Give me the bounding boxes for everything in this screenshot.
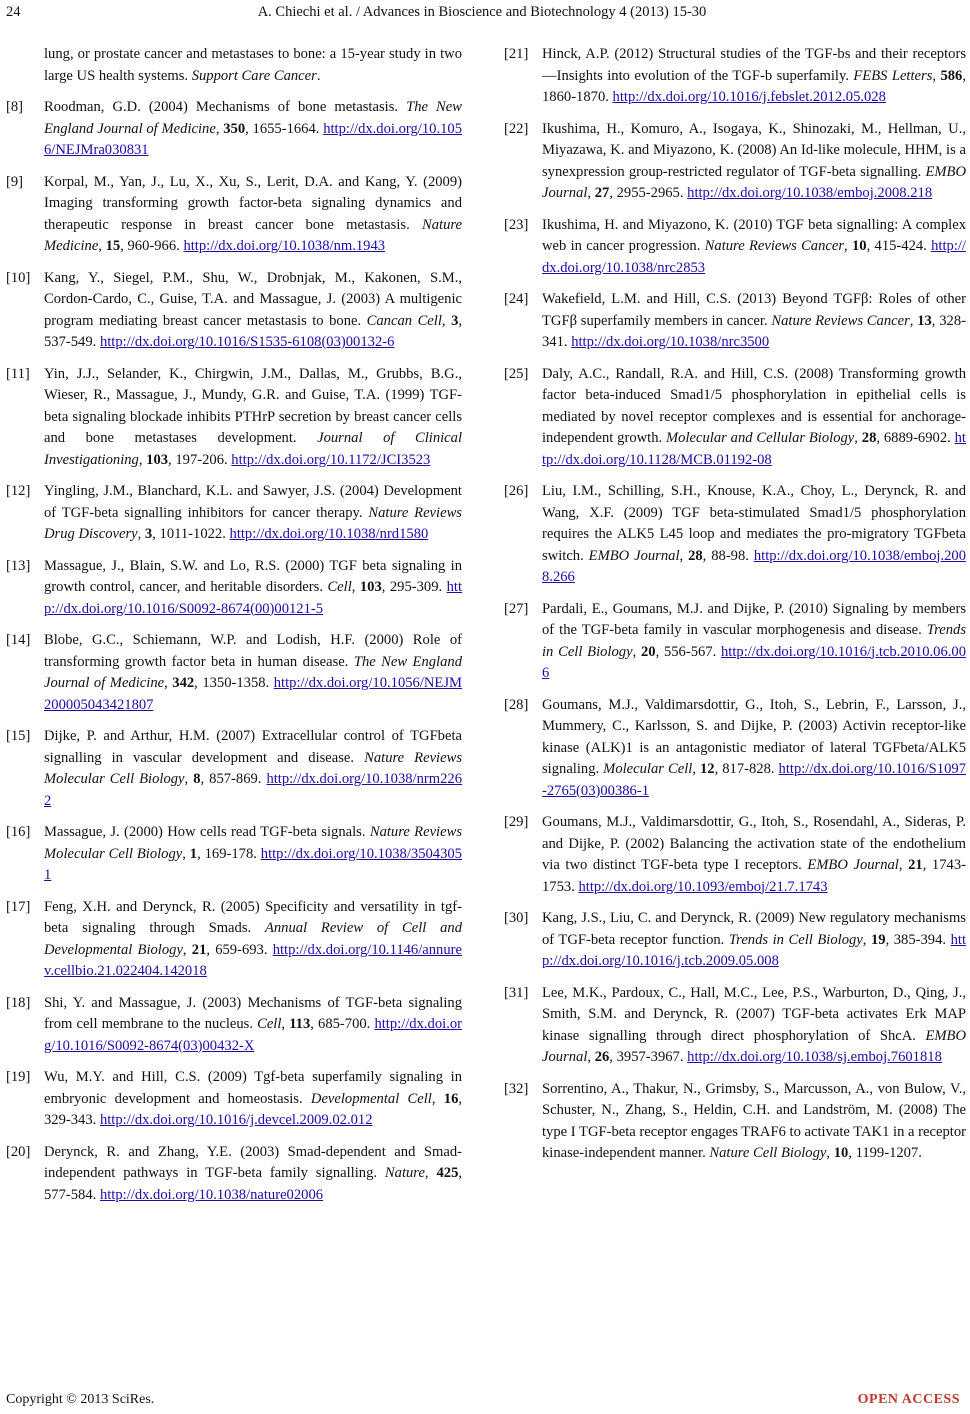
reference-number: [31] <box>504 984 529 1001</box>
reference-pages: , 1199-1207. <box>848 1145 922 1161</box>
reference-authors-title: Goumans, M.J., Valdimarsdottir, G., Itoh, S., Rosendahl, A., Sideras, P. and Dijke, P. (2002) Balancing the activation state of the endothelium via two distinct TGF-beta type I receptors. <box>542 814 966 873</box>
reference-separator: , <box>632 643 641 660</box>
doi-link[interactable]: http://dx.doi.org/10.1038/nrd1580 <box>229 526 429 542</box>
reference-item <box>504 908 966 973</box>
doi-link[interactable]: http://dx.doi.org/10.1016/j.febslet.2012.05.028 <box>612 89 886 105</box>
reference-text <box>542 599 966 685</box>
reference-journal: Developmental Cell <box>310 1090 432 1107</box>
reference-separator: , <box>98 238 106 254</box>
reference-volume: 27 <box>594 185 610 201</box>
reference-pages: , 960-966. <box>120 238 184 254</box>
reference-text <box>44 1142 462 1207</box>
reference-item <box>6 268 462 354</box>
left-column <box>6 44 462 1216</box>
reference-volume: 113 <box>289 1016 311 1032</box>
doi-link[interactable]: http://dx.doi.org/10.1016/S1097-2765(03)00386-1 <box>542 761 966 799</box>
reference-text <box>44 1067 462 1132</box>
reference-volume: 350 <box>223 120 246 137</box>
reference-number: [13] <box>6 557 31 574</box>
reference-authors-title: Hinck, A.P. (2012) Structural studies of the TGF-bs and their receptors—Insights into evolution of the TGF-b superfamily. <box>542 46 966 84</box>
reference-pages: , 169-178. <box>197 845 261 862</box>
reference-item <box>6 822 462 887</box>
reference-item <box>6 97 462 162</box>
reference-number: [16] <box>6 824 31 840</box>
reference-journal: Cancan Cell <box>366 312 442 329</box>
reference-pages: , 328-341. <box>542 312 966 350</box>
reference-separator: , <box>679 547 689 564</box>
reference-authors-title: Roodman, G.D. (2004) Mechanisms of bone metastasis. <box>44 99 407 115</box>
reference-journal: Journal of Clinical Investigationing <box>44 430 462 468</box>
reference-journal: Trends in Cell Biology <box>542 622 966 660</box>
reference-journal: EMBO Journal <box>542 1027 966 1065</box>
reference-volume: 26 <box>594 1049 610 1065</box>
reference-text <box>542 215 966 280</box>
reference-authors-title: Goumans, M.J., Valdimarsdottir, G., Itoh, S., Lebrin, F., Larsson, J., Mummery, C., Karlsson, S. and Dijke, P. (2003) Activin receptor-like kinase (ALK)1 is an antagonistic mediator of lateral TGFbeta/ALK5 signaling. <box>542 696 966 777</box>
reference-text <box>542 812 966 898</box>
reference-authors-title: Korpal, M., Yan, J., Lu, X., Xu, S., Lerit, D.A. and Kang, Y. (2009) Imaging transforming growth factor-beta signaling dynamics and therapeutic response in breast cancer bone metastasis. <box>44 173 462 233</box>
reference-item <box>6 1142 462 1207</box>
reference-item <box>504 44 966 109</box>
reference-separator: , <box>692 761 700 777</box>
reference-text <box>542 1079 966 1165</box>
reference-item <box>504 481 966 589</box>
reference-authors-title: Massague, J., Blain, S.W. and Lo, R.S. (2000) TGF beta signaling in growth control, cancer, and heritable disorders. <box>44 557 462 595</box>
reference-volume: 10 <box>852 238 867 254</box>
reference-text <box>44 481 462 546</box>
reference-authors-title: Lee, M.K., Pardoux, C., Hall, M.C., Lee, P.S., Warburton, D., Qing, J., Smith, S.M. and Derynck, R. (2007) TGF-beta activates Erk MAP kinase signalling through direct phosphorylation of ShcA. <box>542 984 966 1044</box>
doi-link[interactable]: http://dx.doi.org/10.1016/j.tcb.2009.05.008 <box>542 931 966 969</box>
reference-volume: 21 <box>191 941 207 958</box>
doi-link[interactable]: http://dx.doi.org/10.1038/nm.1943 <box>183 238 386 254</box>
doi-link[interactable]: http://dx.doi.org/10.1016/S1535-6108(03)00132-6 <box>99 334 395 350</box>
doi-link[interactable]: http://dx.doi.org/10.1172/JCI3523 <box>231 451 431 468</box>
reference-separator: , <box>854 430 862 446</box>
doi-link[interactable]: http://dx.doi.org/10.1128/MCB.01192-08 <box>542 430 966 468</box>
reference-text <box>44 172 462 258</box>
reference-volume: 15 <box>105 238 121 254</box>
page-number: 24 <box>6 4 21 20</box>
reference-item <box>504 695 966 803</box>
reference-authors-title: Yingling, J.M., Blanchard, K.L. and Sawyer, J.S. (2004) Development of TGF-beta signalling inhibitors for cancer therapy. <box>44 483 462 521</box>
reference-separator: , <box>441 312 452 329</box>
reference-pages: , 197-206. <box>168 451 232 468</box>
doi-link[interactable]: http://dx.doi.org/10.1056/NEJMra030831 <box>44 120 462 158</box>
reference-text <box>44 822 462 887</box>
reference-pages: , 415-424. <box>866 238 932 254</box>
doi-link[interactable]: http://dx.doi.org/10.1038/nrc3500 <box>571 334 770 350</box>
open-access-badge: OPEN ACCESS <box>857 1392 960 1407</box>
reference-number: [22] <box>504 120 529 137</box>
reference-pages: , 1860-1870. <box>542 67 966 105</box>
reference-number: [15] <box>6 728 31 744</box>
doi-link[interactable]: http://dx.doi.org/10.1038/nrm2262 <box>44 771 462 809</box>
reference-volume: 19 <box>870 931 886 948</box>
reference-item <box>6 172 462 258</box>
reference-journal: Nature Cell Biology <box>709 1145 827 1161</box>
reference-volume: 103 <box>359 579 382 595</box>
reference-pages: , 1350-1358. <box>194 675 274 691</box>
reference-journal: Cell <box>327 579 352 595</box>
reference-separator: , <box>184 771 194 787</box>
reference-journal: Nature Reviews Molecular Cell Biology <box>44 824 462 862</box>
reference-separator: , <box>182 845 190 862</box>
reference-item <box>504 1079 966 1165</box>
reference-volume: 3 <box>144 526 153 542</box>
reference-journal: Molecular and Cellular Biology <box>666 430 855 446</box>
doi-link[interactable]: http://dx.doi.org/10.1016/S0092-8674(00)00121-5 <box>44 579 463 617</box>
doi-link[interactable]: http://dx.doi.org/10.1016/j.tcb.2010.06.006 <box>542 643 966 681</box>
reference-authors-title: Kang, Y., Siegel, P.M., Shu, W., Drobnjak, M., Kakonen, S.M., Cordon-Cardo, C., Guise, T.A. and Massague, J. (2003) A multigenic program mediating breast cancer metastasis to bone. <box>44 269 462 329</box>
reference-text <box>44 726 462 812</box>
reference-text <box>542 908 966 973</box>
reference-volume: 425 <box>436 1165 459 1181</box>
reference-text <box>542 44 966 109</box>
reference-journal: Molecular Cell <box>603 761 693 777</box>
reference-authors-title: Yin, J.J., Selander, K., Chirgwin, J.M., Dallas, M., Grubbs, B.G., Wieser, R., Massague, J., Mundy, G.R. and Guise, T.A. (1999) TGF-beta signaling blockade inhibits PTHrP secretion by breast cancer cells and bone metastases development. <box>44 365 462 446</box>
reference-text <box>542 983 966 1069</box>
reference-item <box>6 1067 462 1132</box>
reference-volume: 10 <box>833 1145 849 1161</box>
reference-pages: , 2955-2965. <box>609 185 688 201</box>
reference-item <box>6 726 462 812</box>
reference-volume: 13 <box>917 312 932 329</box>
reference-continuation <box>6 44 462 87</box>
doi-link[interactable]: http://dx.doi.org/10.1038/sj.emboj.7601818 <box>687 1049 942 1065</box>
reference-item <box>6 481 462 546</box>
reference-item <box>504 215 966 280</box>
reference-pages: , 295-309. <box>381 579 447 595</box>
reference-number: [32] <box>504 1080 529 1097</box>
reference-journal: EMBO Journal <box>588 547 680 564</box>
reference-authors-title: Blobe, G.C., Schiemann, W.P. and Lodish, H.F. (2000) Role of transforming growth factor beta in human disease. <box>44 632 462 670</box>
continuation-text: lung, or prostate cancer and metastases to bone: a 15-year study in two large US health systems. <box>44 46 462 84</box>
reference-item <box>504 289 966 354</box>
reference-journal: Nature Reviews Cancer <box>771 312 910 329</box>
reference-number: [8] <box>6 99 24 115</box>
reference-authors-title: Daly, A.C., Randall, R.A. and Hill, C.S. (2008) Transforming growth factor beta-induced Smad1/5 phosphorylation in epithelial cells is mediated by novel receptor complexes and is essential for anchorage-independent growth. <box>542 365 966 446</box>
reference-pages: , 3957-3967. <box>609 1049 688 1065</box>
reference-journal: Nature Medicine <box>44 216 462 254</box>
reference-volume: 103 <box>146 451 169 468</box>
reference-volume: 3 <box>451 312 459 329</box>
reference-number: [10] <box>6 269 31 286</box>
reference-journal: Annual Review of Cell and Developmental Biology <box>44 920 462 958</box>
reference-journal: The New England Journal of Medicine <box>44 99 462 137</box>
reference-volume: 28 <box>861 430 877 446</box>
reference-number: [11] <box>6 365 30 382</box>
page-header <box>6 4 958 26</box>
reference-number: [28] <box>504 696 529 713</box>
reference-separator: , <box>424 1165 437 1181</box>
reference-separator: , <box>431 1090 444 1107</box>
reference-pages: , 1011-1022. <box>152 526 230 542</box>
reference-authors-title: Wakefield, L.M. and Hill, C.S. (2013) Beyond TGFβ: Roles of other TGFβ superfamily members in cancer. <box>542 291 966 329</box>
doi-link[interactable]: http://dx.doi.org/10.1146/annurev.cellbio.21.022404.142018 <box>44 941 462 979</box>
reference-authors-title: Ikushima, H. and Miyazono, K. (2010) TGF beta signalling: A complex web in cancer progression. <box>542 216 966 254</box>
reference-pages: , 1743-1753. <box>542 857 966 895</box>
reference-text <box>44 97 462 162</box>
reference-number: [19] <box>6 1069 31 1085</box>
reference-text <box>44 556 462 621</box>
reference-item <box>6 993 462 1058</box>
reference-authors-title: Derynck, R. and Zhang, Y.E. (2003) Smad-dependent and Smad-independent pathways in TGF-beta family signalling. <box>44 1143 462 1181</box>
reference-authors-title: Sorrentino, A., Thakur, N., Grimsby, S., Marcusson, A., von Bulow, V., Schuster, N., Zhang, S., Heldin, C.H. and Landström, M. (2008) The type I TGF-beta receptor engages TRAF6 to activate TAK1 in a receptor kinase-independent manner. <box>542 1080 966 1161</box>
reference-number: [18] <box>6 994 31 1011</box>
reference-separator: , <box>909 312 918 329</box>
reference-item <box>6 897 462 983</box>
doi-link[interactable]: http://dx.doi.org/10.1016/S0092-8674(03)00432-X <box>44 1016 462 1054</box>
reference-text <box>542 289 966 354</box>
reference-list-left <box>6 97 462 1206</box>
reference-separator: , <box>898 857 909 873</box>
doi-link[interactable]: http://dx.doi.org/10.1056/NEJM200005043421807 <box>44 675 462 713</box>
reference-volume: 586 <box>940 67 963 84</box>
reference-pages: , 329-343. <box>44 1090 463 1128</box>
reference-pages: , 556-567. <box>655 643 721 660</box>
page-footer <box>6 1392 960 1414</box>
reference-pages: , 659-693. <box>206 941 273 958</box>
reference-journal: Nature Reviews Molecular Cell Biology <box>44 749 462 787</box>
doi-link[interactable]: http://dx.doi.org/10.1038/nrc2853 <box>542 238 966 276</box>
reference-volume: 21 <box>908 857 923 873</box>
reference-number: [24] <box>504 291 529 307</box>
doi-link[interactable]: http://dx.doi.org/10.1038/nature02006 <box>99 1186 324 1203</box>
reference-authors-title: Liu, I.M., Schilling, S.H., Knouse, K.A., Choy, L., Derynck, R. and Wang, X.F. (2009) TGF beta-stimulated Smad1/5 phosphorylation requires the ALK5 L45 loop and mediates the pro-migratory TGFbeta switch. <box>542 483 966 564</box>
reference-authors-title: Shi, Y. and Massague, J. (2003) Mechanisms of TGF-beta signaling from cell membrane to the nucleus. <box>44 994 462 1032</box>
reference-number: [20] <box>6 1143 31 1160</box>
reference-pages: , 385-394. <box>885 931 951 948</box>
reference-authors-title: Dijke, P. and Arthur, H.M. (2007) Extracellular control of TGFbeta signalling in vascular development and disease. <box>44 728 462 766</box>
reference-authors-title: Massague, J. (2000) How cells read TGF-beta signals. <box>44 824 370 840</box>
reference-text <box>44 364 462 472</box>
reference-authors-title: Kang, J.S., Liu, C. and Derynck, R. (2009) New regulatory mechanisms of TGF-beta receptor function. <box>542 910 966 948</box>
reference-separator: , <box>215 120 224 137</box>
reference-number: [21] <box>504 46 529 62</box>
reference-separator: , <box>826 1145 834 1161</box>
reference-separator: , <box>587 1049 595 1065</box>
reference-authors-title: Wu, M.Y. and Hill, C.S. (2009) Tgf-beta superfamily signaling in embryonic development and homeostasis. <box>44 1069 462 1107</box>
reference-number: [29] <box>504 814 529 830</box>
reference-volume: 342 <box>172 675 195 691</box>
reference-text <box>542 364 966 472</box>
reference-pages: , 537-549. <box>44 312 463 350</box>
reference-separator: , <box>138 451 147 468</box>
reference-number: [9] <box>6 173 24 190</box>
reference-journal: Trends in Cell Biology <box>728 931 863 948</box>
reference-pages: , 1655-1664. <box>245 120 324 137</box>
running-title: A. Chiechi et al. / Advances in Bioscience and Biotechnology 4 (2013) 15-30 <box>257 4 707 20</box>
reference-separator: , <box>137 526 145 542</box>
reference-volume: 12 <box>699 761 715 777</box>
reference-separator: , <box>932 67 941 84</box>
reference-separator: , <box>164 675 173 691</box>
reference-item <box>504 812 966 898</box>
reference-number: [17] <box>6 898 31 915</box>
reference-pages: , 857-869. <box>200 771 267 787</box>
reference-journal: Nature Reviews Cancer <box>704 238 845 254</box>
reference-number: [30] <box>504 910 529 926</box>
reference-pages: , 6889-6902. <box>876 430 955 446</box>
reference-volume: 20 <box>640 643 656 660</box>
reference-number: [26] <box>504 483 529 499</box>
reference-number: [12] <box>6 483 31 499</box>
reference-item <box>6 556 462 621</box>
reference-text <box>542 119 966 205</box>
reference-text <box>44 993 462 1058</box>
reference-pages: , 685-700. <box>310 1016 375 1032</box>
reference-journal: Nature <box>384 1165 425 1181</box>
reference-journal: Cell <box>257 1016 282 1032</box>
reference-pages: , 817-828. <box>714 761 779 777</box>
reference-authors-title: Feng, X.H. and Derynck, R. (2005) Specificity and versatility in tgf-beta signaling through Smads. <box>44 898 462 936</box>
reference-item <box>504 983 966 1069</box>
reference-separator: , <box>844 238 852 254</box>
reference-item <box>6 364 462 472</box>
reference-volume: 16 <box>443 1090 459 1107</box>
doi-link[interactable]: http://dx.doi.org/10.1038/emboj.2008.218 <box>687 185 933 201</box>
doi-link[interactable]: http://dx.doi.org/10.1038/35043051 <box>44 845 462 883</box>
reference-number: [14] <box>6 632 31 648</box>
reference-item <box>504 364 966 472</box>
doi-link[interactable]: http://dx.doi.org/10.1016/j.devcel.2009.02.012 <box>99 1112 373 1128</box>
reference-separator: , <box>862 931 871 948</box>
reference-journal: Nature Reviews Drug Discovery <box>44 504 462 542</box>
reference-volume: 1 <box>189 845 198 862</box>
doi-link[interactable]: http://dx.doi.org/10.1093/emboj/21.7.1743 <box>578 878 828 895</box>
reference-volume: 28 <box>688 547 703 564</box>
doi-link[interactable]: http://dx.doi.org/10.1038/emboj.2008.266 <box>542 547 966 585</box>
reference-pages: , 577-584. <box>44 1165 463 1203</box>
reference-journal: FEBS Letters <box>853 67 933 84</box>
reference-journal: EMBO Journal <box>542 163 966 201</box>
copyright-notice: Copyright © 2013 SciRes. <box>6 1392 155 1407</box>
reference-journal: The New England Journal of Medicine <box>44 653 462 691</box>
reference-text <box>44 897 462 983</box>
continuation-journal: Support Care Cancer <box>191 67 317 84</box>
reference-number: [27] <box>504 600 529 617</box>
reference-separator: , <box>587 185 595 201</box>
right-column <box>504 44 966 1175</box>
reference-number: [25] <box>504 365 529 382</box>
reference-separator: , <box>182 941 192 958</box>
reference-volume: 8 <box>193 771 201 787</box>
reference-separator: , <box>281 1016 290 1032</box>
reference-pages: , 88-98. <box>702 547 754 564</box>
reference-text <box>44 268 462 354</box>
reference-number: [23] <box>504 216 529 233</box>
reference-text <box>542 481 966 589</box>
reference-separator: , <box>351 579 360 595</box>
reference-item <box>504 119 966 205</box>
reference-item <box>504 599 966 685</box>
reference-item <box>6 630 462 716</box>
reference-text <box>542 695 966 803</box>
reference-journal: EMBO Journal <box>807 857 899 873</box>
reference-list-right <box>504 44 966 1165</box>
reference-authors-title: Ikushima, H., Komuro, A., Isogaya, K., Shinozaki, M., Hellman, U., Miyazawa, K. and Miyazono, K. (2008) An Id-like molecule, HHM, is a synexpression group-restricted regulator of TGF-beta signalling. <box>542 120 966 180</box>
continuation-end: . <box>316 67 321 84</box>
reference-text <box>44 630 462 716</box>
reference-authors-title: Pardali, E., Goumans, M.J. and Dijke, P. (2010) Signaling by members of the TGF-beta family in vascular morphogenesis and disease. <box>542 600 966 638</box>
